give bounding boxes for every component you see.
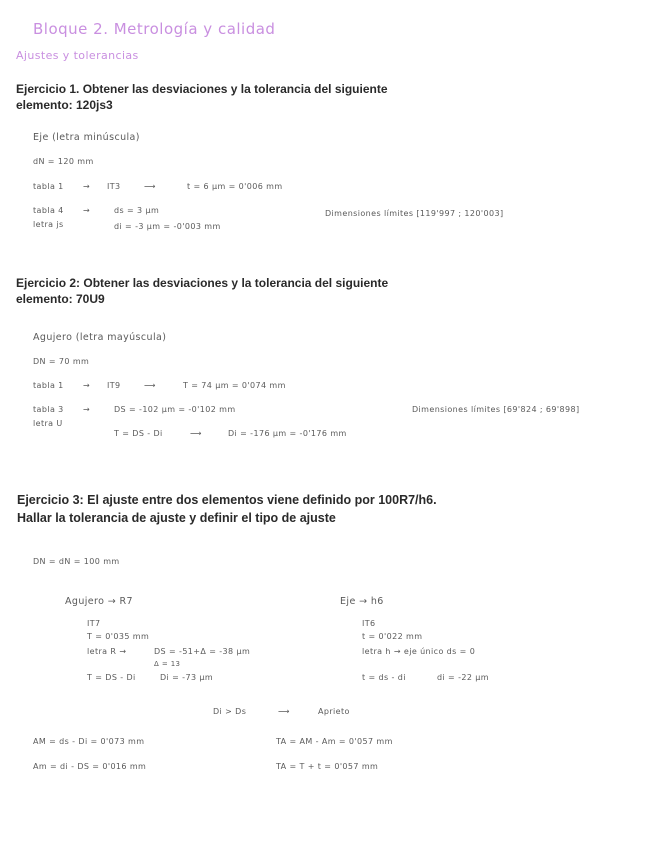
ex3-ta2: TA = T + t = 0'057 mm (276, 762, 379, 771)
ex3-e-formula: t = ds - di (362, 673, 406, 682)
ex1-arrow-1: → (83, 182, 91, 191)
exercise-2-heading-line1: Ejercicio 2: Obtener las desviaciones y la tolerancia del siguiente (16, 276, 389, 290)
ex3-am-min: Am = di - DS = 0'016 mm (33, 762, 147, 771)
ex2-arrow-2: ⟶ (144, 381, 156, 390)
ex2-dims: Dimensiones límites [69'824 ; 69'898] (412, 405, 580, 414)
ex3-eje: Eje → h6 (340, 596, 384, 607)
ex3-e-di: di = -22 μm (437, 673, 489, 682)
ex2-di: Di = -176 μm = -0'176 mm (228, 429, 347, 438)
ex3-conclusion-left: Di > Ds (213, 707, 247, 716)
ex3-am: AM = ds - Di = 0'073 mm (33, 737, 145, 746)
exercise-2-heading-line2: elemento: 70U9 (16, 292, 105, 306)
page-title: Bloque 2. Metrología y calidad (33, 20, 276, 38)
ex3-a-di: Di = -73 μm (160, 673, 214, 682)
ex3-a-letra: letra R → (87, 647, 127, 656)
ex2-arrow-4: ⟶ (190, 429, 202, 438)
page-subtitle: Ajustes y tolerancias (16, 49, 139, 62)
ex1-tabla1: tabla 1 (33, 182, 64, 191)
ex1-di: di = -3 μm = -0'003 mm (114, 222, 221, 231)
ex2-dn: DN = 70 mm (33, 357, 90, 366)
exercise-1-heading-line2: elemento: 120js3 (16, 98, 113, 112)
ex2-letra: letra U (33, 419, 63, 428)
ex1-letra: letra js (33, 220, 64, 229)
ex2-arrow-3: → (83, 405, 91, 414)
exercise-3-heading-line1: Ejercicio 3: El ajuste entre dos elementos viene definido por 100R7/h6. (17, 493, 437, 507)
ex2-it: IT9 (107, 381, 121, 390)
ex3-arrow-conclusion: ⟶ (278, 707, 290, 716)
ex1-it: IT3 (107, 182, 121, 191)
ex3-agujero: Agujero → R7 (65, 596, 133, 607)
ex1-dims: Dimensiones límites [119'997 ; 120'003] (325, 209, 504, 218)
ex3-ta1: TA = AM - Am = 0'057 mm (276, 737, 393, 746)
ex3-a-delta: Δ = 13 (154, 660, 181, 668)
ex3-a-formula: T = DS - Di (87, 673, 136, 682)
ex3-a-it: IT7 (87, 619, 101, 628)
ex2-t2: T = DS - Di (114, 429, 163, 438)
ex1-t: t = 6 μm = 0'006 mm (187, 182, 283, 191)
exercise-3-heading-line2: Hallar la tolerancia de ajuste y definir el tipo de ajuste (17, 511, 336, 525)
ex1-arrow-3: → (83, 206, 91, 215)
ex2-arrow-1: → (83, 381, 91, 390)
ex3-dn: DN = dN = 100 mm (33, 557, 120, 566)
ex3-e-letra: letra h → eje único ds = 0 (362, 647, 476, 656)
ex1-dn: dN = 120 mm (33, 157, 94, 166)
ex3-a-t: T = 0'035 mm (87, 632, 150, 641)
ex2-tabla3: tabla 3 (33, 405, 64, 414)
exercise-3-heading (17, 491, 437, 527)
ex1-tabla4: tabla 4 (33, 206, 64, 215)
ex1-eje: Eje (letra minúscula) (33, 132, 140, 143)
ex2-agujero: Agujero (letra mayúscula) (33, 332, 167, 343)
ex2-t: T = 74 μm = 0'074 mm (183, 381, 286, 390)
ex2-tabla1: tabla 1 (33, 381, 64, 390)
exercise-1-heading (16, 81, 388, 113)
ex1-arrow-2: ⟶ (144, 182, 156, 191)
ex1-ds: ds = 3 μm (114, 206, 160, 215)
ex3-e-it: IT6 (362, 619, 376, 628)
exercise-2-heading (16, 275, 388, 307)
ex3-e-t: t = 0'022 mm (362, 632, 423, 641)
ex3-conclusion-right: Aprieto (318, 707, 350, 716)
ex2-ds: DS = -102 μm = -0'102 mm (114, 405, 236, 414)
exercise-1-heading-line1: Ejercicio 1. Obtener las desviaciones y la tolerancia del siguiente (16, 82, 388, 96)
ex3-a-ds: DS = -51+Δ = -38 μm (154, 647, 251, 656)
